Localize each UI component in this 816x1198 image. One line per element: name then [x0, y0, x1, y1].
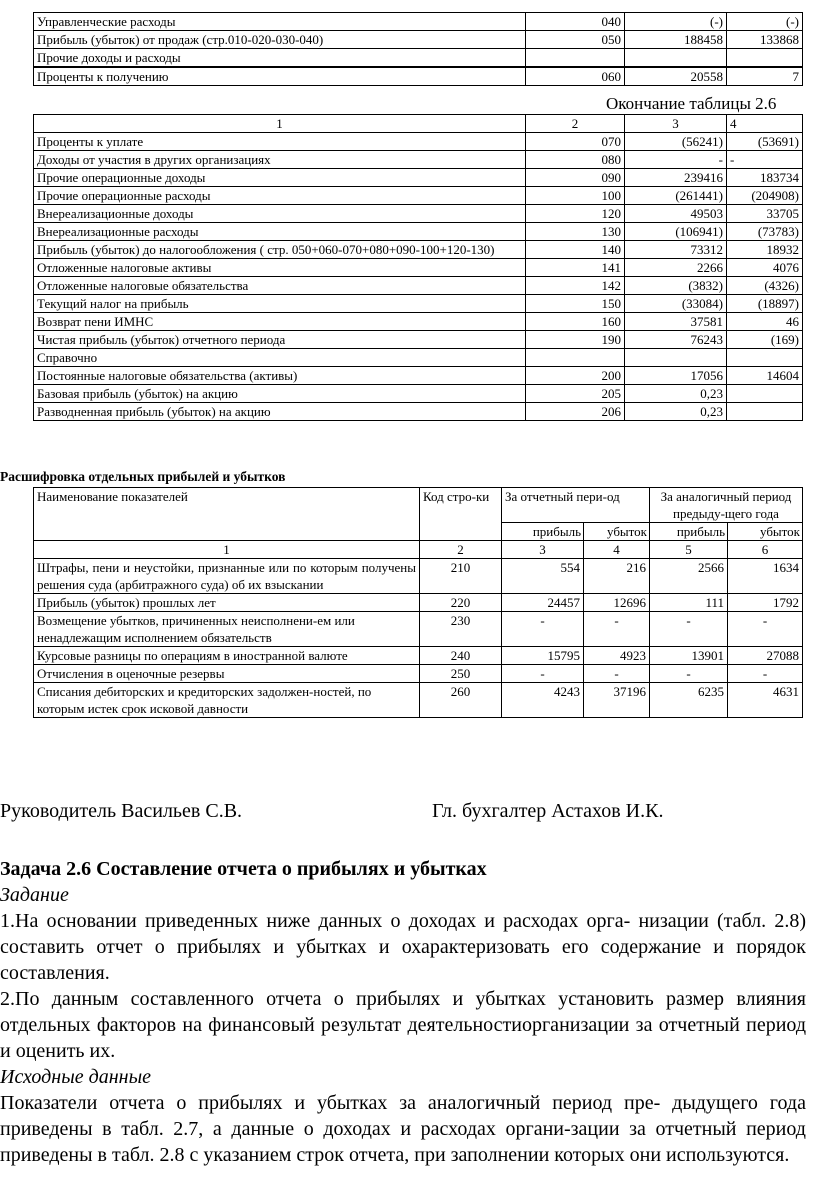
row-loss-current: -: [584, 665, 650, 683]
row-current: 17056: [625, 367, 727, 385]
row-code: 240: [420, 647, 502, 665]
table-row: [34, 67, 803, 86]
table-row: [34, 367, 803, 385]
row-name: Курсовые разницы по операциям в иностранной валюте: [34, 647, 420, 665]
row-previous: (18897): [727, 295, 803, 313]
row-profit-previous: 111: [650, 594, 728, 612]
table-row: [34, 594, 803, 612]
column-number: 4: [584, 541, 650, 559]
row-code: 200: [526, 367, 625, 385]
row-code: 160: [526, 313, 625, 331]
row-previous: [727, 385, 803, 403]
row-current: 49503: [625, 205, 727, 223]
row-code: 070: [526, 133, 625, 151]
row-name: Внереализационные расходы: [34, 223, 526, 241]
row-code: 220: [420, 594, 502, 612]
row-previous: 7: [727, 67, 803, 86]
table-header-row: [34, 488, 803, 523]
row-current: 0,23: [625, 403, 727, 421]
column-number: 1: [34, 541, 420, 559]
row-name: Отложенные налоговые активы: [34, 259, 526, 277]
row-name: Возмещение убытков, причиненных неисполнени-ем или ненадлежащим исполнением обязательств: [34, 612, 420, 647]
row-current: 76243: [625, 331, 727, 349]
row-code: 140: [526, 241, 625, 259]
row-name: Отложенные налоговые обязательства: [34, 277, 526, 295]
row-code: 050: [526, 31, 625, 49]
row-loss-previous: -: [728, 612, 803, 647]
row-name: Прибыль (убыток) прошлых лет: [34, 594, 420, 612]
table-row: [34, 49, 803, 68]
row-code: 210: [420, 559, 502, 594]
row-profit-previous: -: [650, 665, 728, 683]
table-row: [34, 683, 803, 718]
header-line-code: Код стро-ки: [420, 488, 502, 541]
table-row: [34, 133, 803, 151]
row-profit-current: -: [502, 612, 584, 647]
header-indicator-name: Наименование показателей: [34, 488, 420, 541]
row-name: Прочие операционные расходы: [34, 187, 526, 205]
row-loss-previous: 27088: [728, 647, 803, 665]
row-previous: [727, 349, 803, 367]
row-code: 080: [526, 151, 625, 169]
row-code: 206: [526, 403, 625, 421]
row-name: Проценты к получению: [34, 67, 526, 86]
row-previous: (53691): [727, 133, 803, 151]
row-loss-current: 4923: [584, 647, 650, 665]
row-previous: (169): [727, 331, 803, 349]
table-row: [34, 349, 803, 367]
table-row: [34, 647, 803, 665]
row-current: -: [625, 151, 727, 169]
column-number: 1: [34, 115, 526, 133]
row-previous: (73783): [727, 223, 803, 241]
profit-loss-breakdown-table: [33, 487, 803, 718]
column-number: 3: [502, 541, 584, 559]
row-profit-current: -: [502, 665, 584, 683]
row-profit-current: 554: [502, 559, 584, 594]
accountant-signature: Гл. бухгалтер Астахов И.К.: [432, 800, 664, 822]
table-row: [34, 13, 803, 31]
row-current: (-): [625, 13, 727, 31]
row-loss-current: 216: [584, 559, 650, 594]
row-code: 150: [526, 295, 625, 313]
table-row: [34, 31, 803, 49]
row-code: 090: [526, 169, 625, 187]
row-code: 205: [526, 385, 625, 403]
column-number: 2: [526, 115, 625, 133]
row-code: 130: [526, 223, 625, 241]
task-item-1: 1.На основании приведенных ниже данных о доходах и расходах орга- низации (табл. 2.8) составить отчет о прибылях и убытках и охарактеризовать его содержание и порядок составления.: [0, 910, 806, 984]
row-previous: 183734: [727, 169, 803, 187]
task-subtitle: Задание: [0, 884, 69, 906]
row-code: 260: [420, 683, 502, 718]
table-row: [34, 169, 803, 187]
row-code: 250: [420, 665, 502, 683]
row-previous: 133868: [727, 31, 803, 49]
row-profit-previous: 2566: [650, 559, 728, 594]
row-current: (106941): [625, 223, 727, 241]
column-number: 2: [420, 541, 502, 559]
row-name: Справочно: [34, 349, 526, 367]
row-previous: (-): [727, 13, 803, 31]
row-previous: 18932: [727, 241, 803, 259]
row-current: 37581: [625, 313, 727, 331]
table-row: [34, 151, 803, 169]
table-row: [34, 223, 803, 241]
row-name: Текущий налог на прибыль: [34, 295, 526, 313]
row-code: 040: [526, 13, 625, 31]
row-profit-current: 15795: [502, 647, 584, 665]
row-profit-current: 4243: [502, 683, 584, 718]
row-name: Разводненная прибыль (убыток) на акцию: [34, 403, 526, 421]
task-title: Задача 2.6 Составление отчета о прибылях и убытках: [0, 858, 487, 880]
source-data-title: Исходные данные: [0, 1066, 152, 1088]
task-item-2: 2.По данным составленного отчета о прибылях и убытках установить размер влияния отдельных факторов на финансовый результат деятельностиорганизации за отчетный период и оценить их.: [0, 988, 806, 1062]
column-number: 3: [625, 115, 727, 133]
row-current: 239416: [625, 169, 727, 187]
row-name: Прочие доходы и расходы: [34, 49, 526, 68]
column-number: 5: [650, 541, 728, 559]
row-loss-current: 37196: [584, 683, 650, 718]
header-profit: прибыль: [650, 523, 728, 541]
table-row: [34, 295, 803, 313]
row-profit-current: 24457: [502, 594, 584, 612]
row-name: Прочие операционные доходы: [34, 169, 526, 187]
row-current: 73312: [625, 241, 727, 259]
table-continuation-title: Окончание таблицы 2.6: [606, 94, 777, 113]
row-previous: 46: [727, 313, 803, 331]
row-code: 120: [526, 205, 625, 223]
row-code: 230: [420, 612, 502, 647]
task-section: [0, 856, 806, 1168]
table-header-row: [34, 541, 803, 559]
row-profit-previous: -: [650, 612, 728, 647]
row-previous: (204908): [727, 187, 803, 205]
row-current: [625, 349, 727, 367]
table-row: [34, 559, 803, 594]
row-code: 141: [526, 259, 625, 277]
income-statement-table-part2: [33, 114, 803, 421]
row-current: (33084): [625, 295, 727, 313]
row-name: Постоянные налоговые обязательства (активы): [34, 367, 526, 385]
row-name: Доходы от участия в других организациях: [34, 151, 526, 169]
row-previous: [727, 49, 803, 68]
row-name: Штрафы, пени и неустойки, признанные или по которым получены решения суда (арбитражного суда) об их взыскании: [34, 559, 420, 594]
row-code: [526, 49, 625, 68]
header-previous-period: За аналогичный период предыду-щего года: [650, 488, 803, 523]
row-previous: [727, 403, 803, 421]
breakdown-table-title: Расшифровка отдельных прибылей и убытков: [0, 469, 286, 484]
row-code: [526, 349, 625, 367]
header-profit: прибыль: [502, 523, 584, 541]
table-row: [34, 187, 803, 205]
table-row: [34, 241, 803, 259]
table-row: [34, 665, 803, 683]
row-previous: 33705: [727, 205, 803, 223]
row-name: Базовая прибыль (убыток) на акцию: [34, 385, 526, 403]
row-loss-current: 12696: [584, 594, 650, 612]
row-current: 188458: [625, 31, 727, 49]
row-profit-previous: 6235: [650, 683, 728, 718]
row-loss-previous: 1634: [728, 559, 803, 594]
row-current: (56241): [625, 133, 727, 151]
row-name: Управленческие расходы: [34, 13, 526, 31]
table-row: [34, 331, 803, 349]
row-name: Прибыль (убыток) до налогообложения ( стр. 050+060-070+080+090-100+120-130): [34, 241, 526, 259]
row-code: 100: [526, 187, 625, 205]
row-current: 20558: [625, 67, 727, 86]
row-profit-previous: 13901: [650, 647, 728, 665]
table-header-row: [34, 115, 803, 133]
row-name: Внереализационные доходы: [34, 205, 526, 223]
row-name: Отчисления в оценочные резервы: [34, 665, 420, 683]
row-loss-previous: -: [728, 665, 803, 683]
row-current: 0,23: [625, 385, 727, 403]
row-current: (261441): [625, 187, 727, 205]
income-statement-table-part1: [33, 12, 803, 86]
table-row: [34, 313, 803, 331]
header-loss: убыток: [728, 523, 803, 541]
row-name: Проценты к уплате: [34, 133, 526, 151]
row-code: 142: [526, 277, 625, 295]
table-row: [34, 259, 803, 277]
row-name: Чистая прибыль (убыток) отчетного периода: [34, 331, 526, 349]
table-row: [34, 403, 803, 421]
column-number: 6: [728, 541, 803, 559]
row-loss-current: -: [584, 612, 650, 647]
header-current-period: За отчетный пери-од: [502, 488, 650, 523]
column-number: 4: [727, 115, 803, 133]
row-current: (3832): [625, 277, 727, 295]
row-previous: 4076: [727, 259, 803, 277]
row-name: Возврат пени ИМНС: [34, 313, 526, 331]
header-loss: убыток: [584, 523, 650, 541]
table-row: [34, 277, 803, 295]
row-name: Списания дебиторских и кредиторских задолжен-ностей, по которым истек срок исковой давности: [34, 683, 420, 718]
row-name: Прибыль (убыток) от продаж (стр.010-020-030-040): [34, 31, 526, 49]
row-previous: 14604: [727, 367, 803, 385]
row-current: [625, 49, 727, 68]
row-code: 190: [526, 331, 625, 349]
row-current: 2266: [625, 259, 727, 277]
row-loss-previous: 1792: [728, 594, 803, 612]
row-loss-previous: 4631: [728, 683, 803, 718]
row-previous: -: [727, 151, 803, 169]
row-previous: (4326): [727, 277, 803, 295]
head-signature: Руководитель Васильев С.В.: [0, 800, 243, 822]
table-row: [34, 612, 803, 647]
row-code: 060: [526, 67, 625, 86]
source-data-text: Показатели отчета о прибылях и убытках за аналогичный период пре- дыдущего года приведены в табл. 2.7, а данные о доходах и расходах органи-зации за отчетный период приведены в табл. 2.8 с указанием строк отчета, при заполнении которых они используются.: [0, 1092, 806, 1166]
table-row: [34, 205, 803, 223]
table-row: [34, 385, 803, 403]
